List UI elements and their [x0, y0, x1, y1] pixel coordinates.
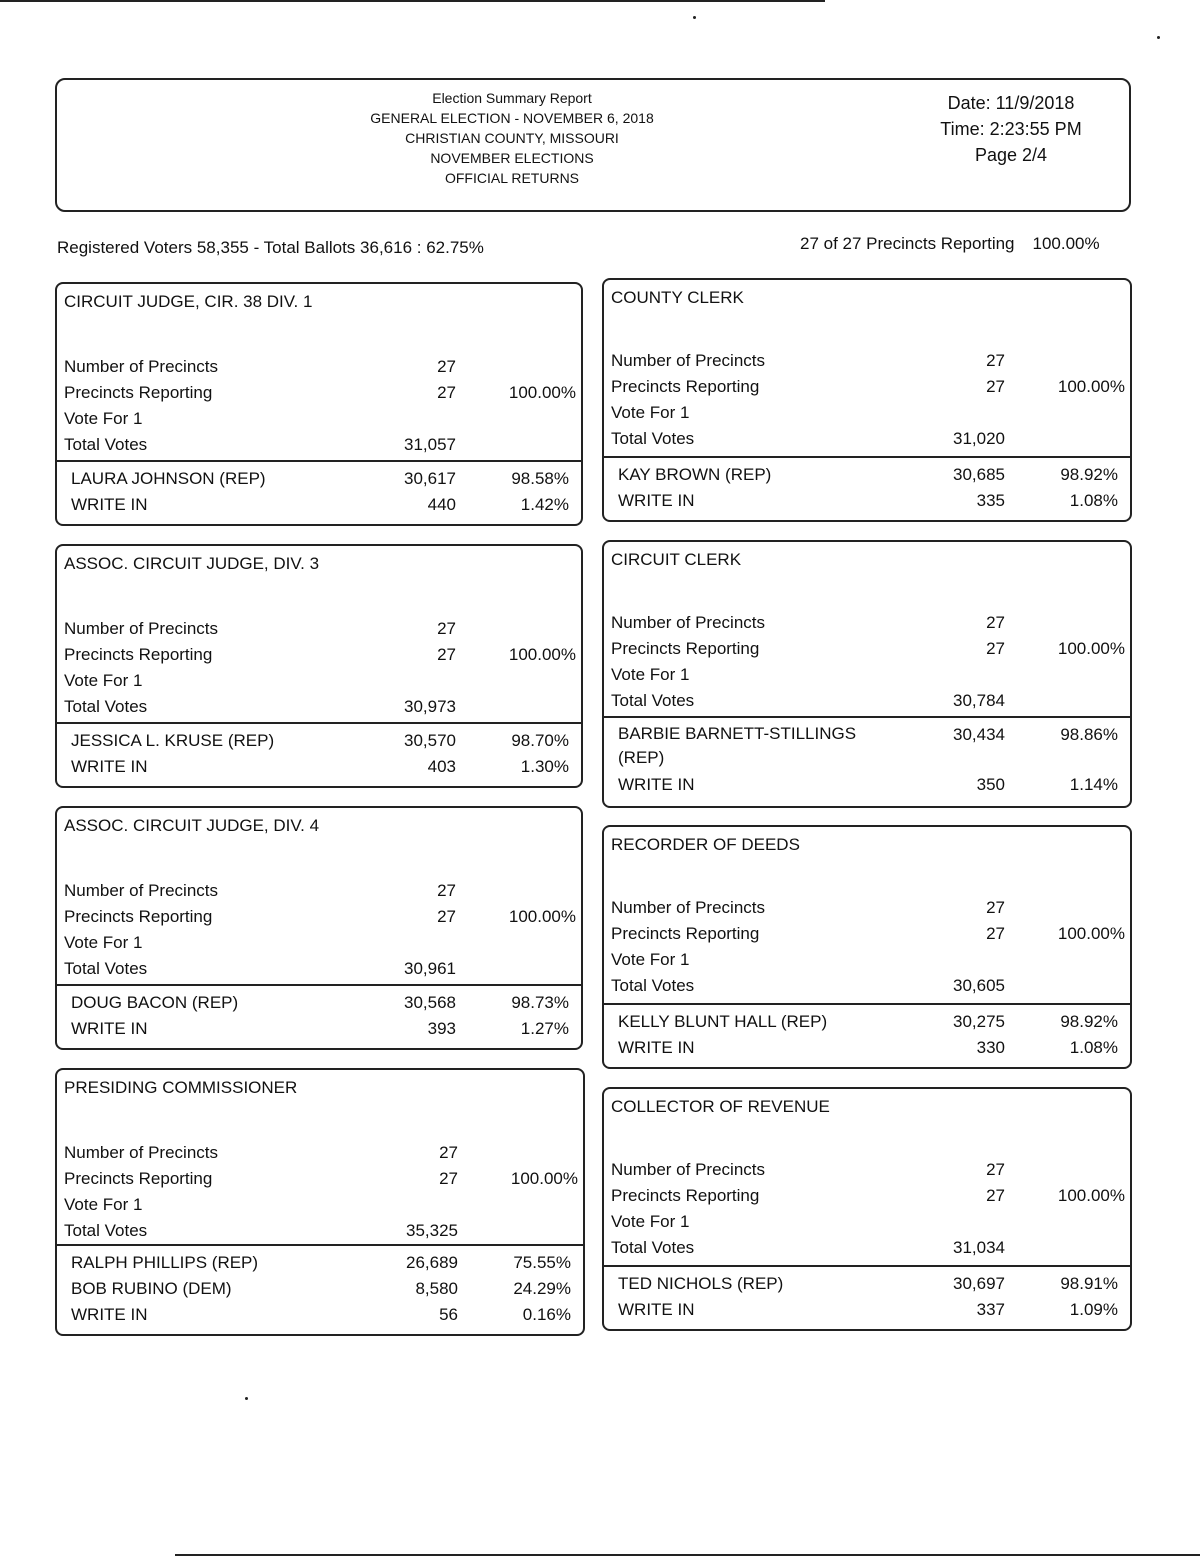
race-box	[602, 1087, 1132, 1331]
stat-label: Total Votes	[611, 1238, 695, 1257]
race-title: ASSOC. CIRCUIT JUDGE, DIV. 4	[64, 816, 320, 835]
stat-label: Number of Precincts	[611, 898, 765, 917]
num-precincts-row	[57, 1140, 583, 1166]
candidate-votes: 30,275	[953, 1012, 1005, 1031]
candidate-row	[604, 488, 1130, 514]
stat-value: 27	[437, 645, 456, 664]
candidate-name: WRITE IN	[618, 1300, 695, 1319]
candidate-percent: 98.91%	[1060, 1274, 1118, 1293]
stat-percent: 100.00%	[1057, 1186, 1125, 1205]
precincts-reporting-row	[57, 642, 581, 668]
registered-voters-summary: Registered Voters 58,355 - Total Ballots 36,616 : 62.75%	[57, 238, 484, 257]
scan-speck	[245, 1397, 248, 1400]
stat-value: 27	[437, 619, 456, 638]
stat-label: Number of Precincts	[611, 1160, 765, 1179]
race-title: COLLECTOR OF REVENUE	[611, 1097, 830, 1116]
stat-percent: 100.00%	[1057, 377, 1125, 396]
stat-label: Total Votes	[64, 1221, 148, 1240]
vote-for-row	[604, 947, 1130, 973]
report-title-block	[297, 88, 727, 188]
candidate-name: DOUG BACON (REP)	[71, 993, 239, 1012]
vote-for-row	[57, 930, 581, 956]
stat-value: 30,973	[404, 697, 456, 716]
race-stats	[604, 610, 1130, 714]
race-box	[55, 806, 583, 1050]
report-date: Date: 11/9/2018	[947, 93, 1075, 113]
candidate-name: WRITE IN	[71, 1019, 148, 1038]
stat-label: Vote For 1	[64, 409, 143, 428]
race-box	[55, 544, 583, 788]
vote-for-row	[604, 1209, 1130, 1235]
race-title: CIRCUIT JUDGE, CIR. 38 DIV. 1	[64, 292, 313, 311]
race-divider	[604, 1265, 1130, 1267]
candidate-percent: 24.29%	[513, 1279, 571, 1298]
total-votes-row	[604, 426, 1130, 452]
candidate-votes: 30,568	[404, 993, 456, 1012]
race-title: RECORDER OF DEEDS	[611, 835, 800, 854]
report-meta	[901, 90, 1121, 168]
race-box	[602, 540, 1132, 808]
race-box	[55, 1068, 585, 1336]
candidate-name: KELLY BLUNT HALL (REP)	[618, 1012, 828, 1031]
election-group: NOVEMBER ELECTIONS	[430, 150, 594, 166]
stat-value: 27	[986, 924, 1005, 943]
stat-label: Total Votes	[611, 976, 695, 995]
race-stats	[57, 354, 581, 458]
num-precincts-row	[57, 616, 581, 642]
race-box	[602, 825, 1132, 1069]
race-title: COUNTY CLERK	[611, 288, 744, 307]
stat-value: 27	[437, 907, 456, 926]
precincts-reporting-row	[604, 374, 1130, 400]
stat-percent: 100.00%	[510, 1169, 578, 1188]
stat-label: Vote For 1	[611, 403, 690, 422]
stat-percent: 100.00%	[1057, 924, 1125, 943]
stat-label: Total Votes	[611, 429, 695, 448]
stat-value: 27	[986, 1160, 1005, 1179]
candidate-votes: 330	[976, 1038, 1005, 1057]
total-votes-row	[57, 694, 581, 720]
candidate-votes: 30,685	[953, 465, 1005, 484]
candidate-row	[57, 754, 581, 780]
candidate-list	[57, 466, 581, 518]
race-title: CIRCUIT CLERK	[611, 550, 742, 569]
candidate-list	[604, 1009, 1130, 1061]
candidate-percent: 1.30%	[520, 757, 569, 776]
candidate-name: WRITE IN	[618, 775, 695, 794]
stat-value: 27	[986, 1186, 1005, 1205]
stat-value: 27	[439, 1143, 458, 1162]
num-precincts-row	[604, 1157, 1130, 1183]
num-precincts-row	[604, 610, 1130, 636]
report-header	[55, 78, 1131, 212]
stat-value: 27	[986, 639, 1005, 658]
stat-label: Precincts Reporting	[611, 377, 760, 396]
candidate-votes: 30,697	[953, 1274, 1005, 1293]
scan-edge-line	[175, 1554, 1200, 1558]
precincts-reporting-row	[604, 1183, 1130, 1209]
stat-value: 31,034	[953, 1238, 1005, 1257]
total-votes-row	[57, 1218, 583, 1244]
candidate-row	[57, 1276, 583, 1302]
candidate-name: WRITE IN	[71, 757, 148, 776]
candidate-name: JESSICA L. KRUSE (REP)	[71, 731, 275, 750]
stat-value: 31,020	[953, 429, 1005, 448]
total-votes-row	[57, 956, 581, 982]
num-precincts-row	[57, 878, 581, 904]
county-name: CHRISTIAN COUNTY, MISSOURI	[405, 130, 619, 146]
candidate-name: WRITE IN	[71, 1305, 148, 1324]
precincts-reporting-pct: 100.00%	[1032, 234, 1100, 253]
candidate-percent: 98.92%	[1060, 465, 1118, 484]
candidate-percent: 98.73%	[511, 993, 569, 1012]
candidate-list	[57, 728, 581, 780]
race-stats	[604, 1157, 1130, 1261]
stat-value: 27	[439, 1169, 458, 1188]
candidate-row	[604, 722, 1130, 772]
race-divider	[57, 1244, 583, 1246]
candidate-percent: 98.70%	[511, 731, 569, 750]
candidate-votes: 350	[976, 775, 1005, 794]
candidate-votes: 8,580	[415, 1279, 458, 1298]
candidate-percent: 98.86%	[1060, 725, 1118, 744]
race-stats	[604, 348, 1130, 452]
total-votes-row	[604, 688, 1130, 714]
vote-for-row	[604, 400, 1130, 426]
precincts-reporting-row	[57, 1166, 583, 1192]
candidate-row	[604, 1271, 1130, 1297]
stat-label: Vote For 1	[64, 933, 143, 952]
race-title: ASSOC. CIRCUIT JUDGE, DIV. 3	[64, 554, 320, 573]
report-title: Election Summary Report	[432, 90, 592, 106]
candidate-percent: 1.08%	[1069, 491, 1118, 510]
candidate-votes: 30,570	[404, 731, 456, 750]
stat-label: Total Votes	[611, 691, 695, 710]
candidate-row	[604, 1035, 1130, 1061]
candidate-row	[57, 1250, 583, 1276]
candidate-percent: 1.14%	[1069, 775, 1118, 794]
candidate-row	[604, 1009, 1130, 1035]
num-precincts-row	[604, 895, 1130, 921]
candidate-percent: 1.42%	[520, 495, 569, 514]
candidate-row	[604, 462, 1130, 488]
candidate-row	[57, 466, 581, 492]
stat-label: Precincts Reporting	[611, 639, 760, 658]
stat-value: 27	[437, 881, 456, 900]
candidate-name: KAY BROWN (REP)	[618, 465, 772, 484]
vote-for-row	[604, 662, 1130, 688]
stat-label: Precincts Reporting	[64, 1169, 213, 1188]
stat-label: Vote For 1	[611, 1212, 690, 1231]
page-number: Page 2/4	[974, 145, 1048, 165]
candidate-votes: 30,434	[953, 725, 1005, 744]
stat-label: Total Votes	[64, 697, 148, 716]
stat-label: Precincts Reporting	[611, 1186, 760, 1205]
candidate-list	[604, 722, 1130, 798]
stat-label: Number of Precincts	[64, 619, 218, 638]
candidate-name: BARBIE BARNETT-STILLINGS (REP)	[618, 724, 857, 767]
candidate-percent: 1.09%	[1069, 1300, 1118, 1319]
stat-value: 27	[437, 383, 456, 402]
stat-value: 30,961	[404, 959, 456, 978]
stat-percent: 100.00%	[508, 383, 576, 402]
stat-label: Precincts Reporting	[64, 383, 213, 402]
candidate-percent: 1.27%	[520, 1019, 569, 1038]
election-name: GENERAL ELECTION - NOVEMBER 6, 2018	[370, 110, 654, 126]
stat-label: Precincts Reporting	[64, 907, 213, 926]
candidate-votes: 335	[976, 491, 1005, 510]
precincts-reporting-text: 27 of 27 Precincts Reporting	[800, 234, 1015, 253]
total-votes-row	[604, 1235, 1130, 1261]
race-divider	[604, 456, 1130, 458]
stat-label: Number of Precincts	[64, 1143, 218, 1162]
stat-label: Vote For 1	[64, 671, 143, 690]
candidate-percent: 98.58%	[511, 469, 569, 488]
vote-for-row	[57, 406, 581, 432]
stat-value: 27	[986, 898, 1005, 917]
vote-for-row	[57, 668, 581, 694]
candidate-votes: 403	[427, 757, 456, 776]
candidate-percent: 1.08%	[1069, 1038, 1118, 1057]
stat-percent: 100.00%	[1057, 639, 1125, 658]
stat-label: Precincts Reporting	[611, 924, 760, 943]
stat-label: Number of Precincts	[64, 357, 218, 376]
race-divider	[57, 460, 581, 462]
candidate-votes: 393	[427, 1019, 456, 1038]
candidate-percent: 98.92%	[1060, 1012, 1118, 1031]
candidate-row	[57, 728, 581, 754]
stat-label: Number of Precincts	[611, 613, 765, 632]
stat-percent: 100.00%	[508, 907, 576, 926]
stat-percent: 100.00%	[508, 645, 576, 664]
returns-type: OFFICIAL RETURNS	[444, 170, 580, 186]
num-precincts-row	[57, 354, 581, 380]
report-time: Time: 2:23:55 PM	[940, 119, 1082, 139]
scan-speck	[693, 16, 696, 19]
candidate-name: WRITE IN	[71, 495, 148, 514]
precincts-reporting-row	[57, 904, 581, 930]
stat-label: Vote For 1	[611, 665, 690, 684]
race-stats	[604, 895, 1130, 999]
stat-label: Number of Precincts	[611, 351, 765, 370]
precincts-reporting-row	[604, 921, 1130, 947]
candidate-votes: 26,689	[406, 1253, 458, 1272]
candidate-name: LAURA JOHNSON (REP)	[71, 469, 266, 488]
candidate-name: RALPH PHILLIPS (REP)	[71, 1253, 259, 1272]
stat-label: Total Votes	[64, 435, 148, 454]
candidate-votes: 56	[439, 1305, 458, 1324]
scan-speck	[1157, 36, 1160, 39]
race-divider	[604, 1003, 1130, 1005]
stat-value: 31,057	[404, 435, 456, 454]
race-divider	[57, 722, 581, 724]
total-votes-row	[57, 432, 581, 458]
candidate-votes: 337	[976, 1300, 1005, 1319]
stat-label: Total Votes	[64, 959, 148, 978]
stat-value: 35,325	[406, 1221, 458, 1240]
candidate-list	[604, 1271, 1130, 1323]
candidate-list	[57, 1250, 583, 1328]
stat-label: Number of Precincts	[64, 881, 218, 900]
scan-edge-line	[0, 0, 825, 5]
candidate-name: WRITE IN	[618, 491, 695, 510]
candidate-row	[604, 772, 1130, 798]
stat-value: 30,605	[953, 976, 1005, 995]
num-precincts-row	[604, 348, 1130, 374]
candidate-percent: 75.55%	[513, 1253, 571, 1272]
candidate-percent: 0.16%	[522, 1305, 571, 1324]
precincts-reporting-summary	[800, 234, 1100, 254]
candidate-name: TED NICHOLS (REP)	[618, 1274, 784, 1293]
race-divider	[604, 716, 1130, 718]
stat-value: 27	[986, 351, 1005, 370]
stat-value: 27	[986, 377, 1005, 396]
candidate-row	[57, 492, 581, 518]
candidate-votes: 30,617	[404, 469, 456, 488]
candidate-name: WRITE IN	[618, 1038, 695, 1057]
race-divider	[57, 984, 581, 986]
race-box	[55, 282, 583, 526]
candidate-row	[604, 1297, 1130, 1323]
race-stats	[57, 1140, 583, 1244]
race-stats	[57, 878, 581, 982]
stat-label: Vote For 1	[64, 1195, 143, 1214]
precincts-reporting-row	[57, 380, 581, 406]
candidate-votes: 440	[427, 495, 456, 514]
stat-value: 27	[986, 613, 1005, 632]
candidate-row	[57, 1016, 581, 1042]
race-stats	[57, 616, 581, 720]
candidate-row	[57, 1302, 583, 1328]
race-box	[602, 278, 1132, 522]
stat-label: Precincts Reporting	[64, 645, 213, 664]
candidate-list	[604, 462, 1130, 514]
vote-for-row	[57, 1192, 583, 1218]
precincts-reporting-row	[604, 636, 1130, 662]
total-votes-row	[604, 973, 1130, 999]
stat-label: Vote For 1	[611, 950, 690, 969]
candidate-row	[57, 990, 581, 1016]
candidate-list	[57, 990, 581, 1042]
candidate-name: BOB RUBINO (DEM)	[71, 1279, 232, 1298]
stat-value: 27	[437, 357, 456, 376]
race-title: PRESIDING COMMISSIONER	[64, 1078, 298, 1097]
stat-value: 30,784	[953, 691, 1005, 710]
